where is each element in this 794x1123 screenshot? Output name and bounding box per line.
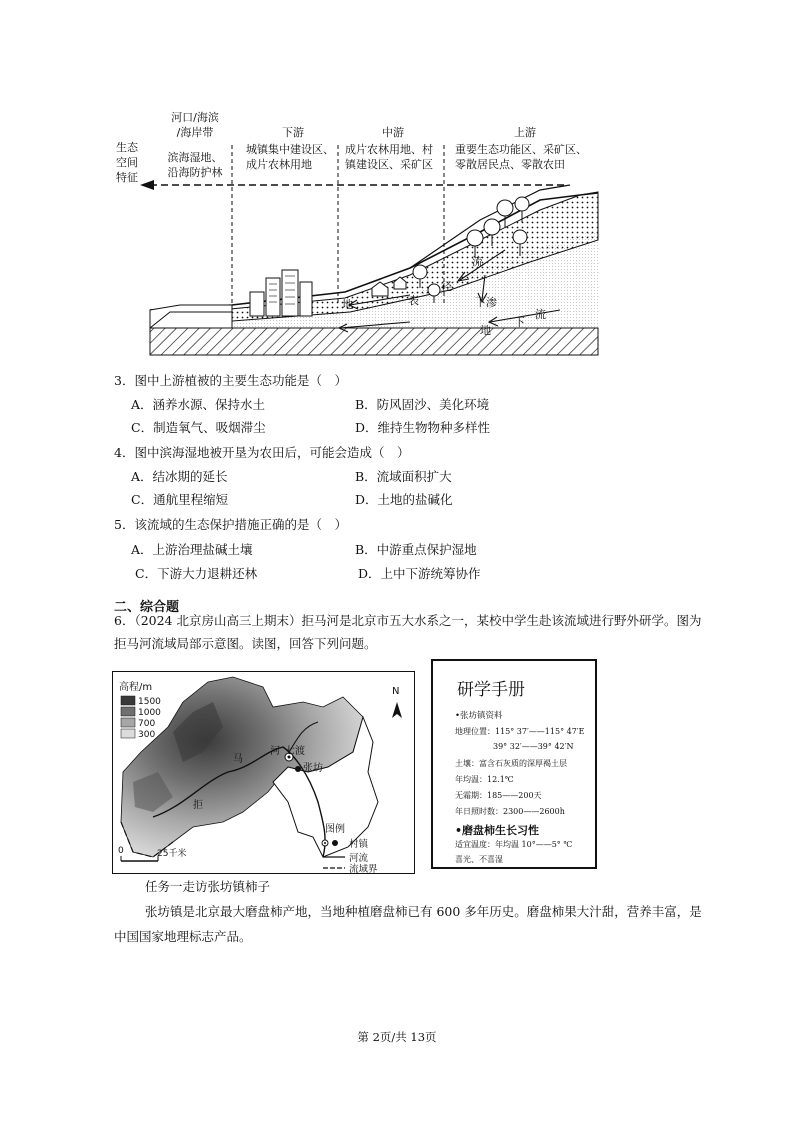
groundwater-label: 地 [480, 324, 491, 337]
zone-desc: 成片农林用地、村 [345, 143, 433, 156]
q3-option-d[interactable]: D．维持生物物种多样性 [355, 420, 491, 435]
terrain-cross-section [110, 100, 610, 365]
q5-option-d[interactable]: D．上中下游统筹协作 [358, 566, 481, 581]
q5-option-a[interactable]: A．上游治理盐碱土壤 [131, 542, 253, 557]
zone-desc: 成片农林用地 [246, 158, 312, 171]
scale-zero: 0 [118, 846, 124, 856]
handbook-section-1: •张坊镇资料 [455, 711, 503, 721]
question-5-stem: 5．该流域的生态保护措施正确的是（ ） [114, 517, 347, 532]
groundwater-label: 流 [535, 308, 546, 321]
handbook-location-2: 39° 32′——39° 42′N [493, 742, 574, 751]
elevation-1500: 1500 [138, 697, 161, 707]
zone-title: 河口/海滨 [171, 111, 219, 124]
zone-title: 下游 [282, 126, 304, 139]
legend-river: 河流 [349, 853, 369, 864]
zone-desc: 滨海湿地、 [167, 151, 223, 164]
elevation-300: 300 [138, 730, 156, 740]
handbook-soil: 土壤：富含石灰质的深厚褐土层 [455, 759, 567, 768]
handbook-suitable-temp: 适宜温度：年均温 10°——5° ℃ [455, 840, 573, 849]
task-title: 任务一走访张坊镇柿子 [145, 879, 271, 894]
handbook-habit: 喜光、不喜湿 [455, 855, 503, 864]
scale-distance: 25千米 [157, 849, 187, 859]
place-zhangfang: 张坊 [303, 763, 323, 774]
q5-option-b[interactable]: B．中游重点保护湿地 [355, 542, 477, 557]
handbook-title: 研学手册 [457, 680, 525, 700]
question-6-stem: 6．（2024 北京房山高三上期末）拒马河是北京市五大水系之一，某校中学生赴该流域进行野外研学。图为 [114, 613, 702, 628]
place-qidu: 七渡 [285, 746, 305, 757]
north-arrow-icon: N [392, 686, 400, 697]
surface-flow-label: 地 [342, 298, 353, 311]
q4-option-c[interactable]: C．通航里程缩短 [131, 492, 229, 507]
juma-river-map [112, 671, 415, 874]
handbook-temp: 年均温：12.1℃ [455, 775, 514, 784]
task-paragraph-line-2: 中国国家地理标志产品。 [114, 929, 252, 944]
research-handbook [431, 659, 597, 869]
q4-option-a[interactable]: A．结冰期的延长 [131, 469, 228, 484]
q5-option-c[interactable]: C．下游大力退耕还林 [135, 566, 258, 581]
legend-boundary: 流域界 [349, 864, 378, 875]
q4-option-b[interactable]: B．流域面积扩大 [355, 469, 452, 484]
elevation-700: 700 [138, 719, 156, 729]
question-6-stem-cont: 拒马河流域局部示意图。读图，回答下列问题。 [114, 636, 377, 651]
zone-title: 上游 [514, 126, 536, 139]
q3-option-c[interactable]: C．制造氧气、吸烟滞尘 [131, 420, 266, 435]
zone-desc: 沿海防护林 [167, 166, 223, 179]
river-char: 河 [270, 746, 280, 757]
surface-flow-label: 表 [408, 294, 419, 307]
runoff-label: 径 [441, 280, 452, 293]
runoff-label: 流 [472, 255, 483, 268]
q3-option-a[interactable]: A．涵养水源、保持水土 [131, 397, 266, 412]
elevation-1000: 1000 [138, 708, 161, 718]
legend-town: 村镇 [349, 839, 369, 850]
river-char: 马 [233, 754, 243, 765]
handbook-section-2: •磨盘柿生长习性 [455, 824, 540, 837]
task-paragraph-line-1: 张坊镇是北京最大磨盘柿产地，当地种植磨盘柿已有 600 多年历史。磨盘柿果大汁甜，营养丰富，是 [145, 904, 702, 919]
map-legend-title: 图例 [325, 824, 345, 835]
zone-desc: 重要生态功能区、采矿区、 [455, 143, 587, 156]
seepage-label: 下渗 [475, 296, 497, 309]
axis-label: 生态 空间 特征 [116, 141, 138, 184]
zone-desc: 零散居民点、零散农田 [455, 158, 565, 171]
zone-title: /海岸带 [176, 126, 214, 139]
handbook-sunshine: 年日照时数：2300——2600h [455, 807, 565, 816]
q4-option-d[interactable]: D．土地的盐碱化 [355, 492, 453, 507]
handbook-location-1: 地理位置：115° 37′——115° 47′E [455, 727, 585, 736]
zone-desc: 城镇集中建设区、 [246, 143, 334, 156]
river-char: 拒 [193, 800, 203, 811]
zone-title: 中游 [382, 126, 404, 139]
elevation-legend-title: 高程/m [119, 682, 153, 693]
groundwater-label: 下 [514, 316, 525, 329]
q3-option-b[interactable]: B．防风固沙、美化环境 [355, 397, 490, 412]
section-heading: 二、综合题 [114, 600, 180, 615]
question-4-stem: 4．图中滨海湿地被开垦为农田后，可能会造成（ ） [114, 445, 410, 460]
zone-desc: 镇建设区、采矿区 [345, 158, 433, 171]
handbook-frost: 无霜期：185——200天 [455, 791, 542, 800]
question-3-stem: 3．图中上游植被的主要生态功能是（ ） [114, 373, 347, 388]
page-number: 第 2页/共 13页 [357, 1030, 437, 1044]
